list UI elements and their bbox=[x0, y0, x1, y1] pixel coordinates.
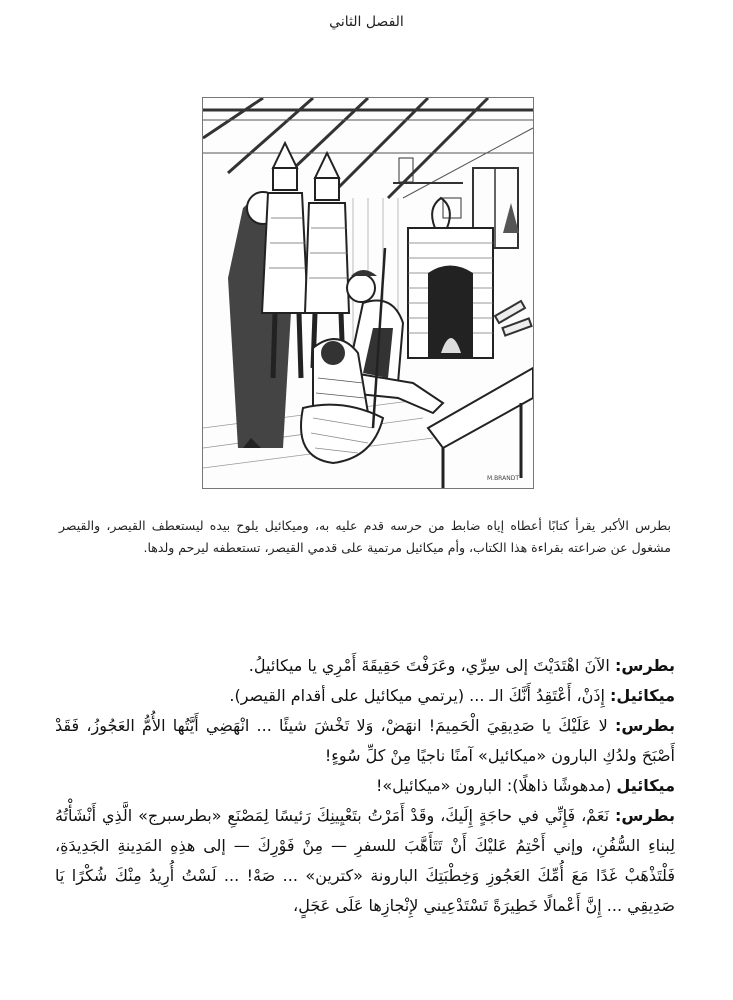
speaker-name: بطرس: bbox=[614, 656, 675, 675]
dialogue-line bbox=[55, 771, 675, 801]
dialogue-line bbox=[55, 681, 675, 711]
dialogue-text: (مدهوشًا ذاهلًا): البارون «ميكائيل»! bbox=[375, 776, 617, 795]
illustration bbox=[202, 97, 534, 489]
artist-signature: M.BRANDT bbox=[486, 475, 520, 482]
dialogue-text: نَعَمْ، فَإِنِّي في حاجَةٍ إِلَيكَ، وقَدْ أَمَرْتُ بتَعْيِينِكَ رَئيسًا لِمَصْنَعِ «بطرسبرج» الَّذِي أَنْشَأْتُهُ لِبناءِ السُّفُنِ، وإني أَحْتِمُ عَليْكَ أَنْ تَتَأَهَّبَ للسفرِ — مِنْ فَوْرِكَ — إلى هذِهِ المَدِينةِ الجَدِيدَةِ، فَلْتَذْهَبْ غَدًا مَعَ أُمِّكَ العَجُوزِ وَخِطْبَتِكَ البارونة «كترين» ... صَهْ! ... لَسْتُ أُرِيدُ مِنْكَ شُكْرًا يَا صَدِيقِي ... إِنَّ أَعْمالًا خَطِيرَةً تَسْتَدْعِيني لإِنْجازِها عَلَى عَجَلٍ، bbox=[55, 806, 675, 915]
speaker-name: ميكائيل: bbox=[610, 686, 675, 705]
caption-text: بطرس الأكبر يقرأ كتابًا أعطاه إياه ضابط من حرسه قدم عليه به، وميكائيل يلوح بيده ليستعطف القيصر، والقيصر مشغول عن ضراعته بقراءة هذا الكتاب، وأم ميكائيل مرتمية على قدمي القيصر، تستعطفه ليرحم ولدها. bbox=[59, 518, 671, 555]
dialogue bbox=[55, 651, 675, 921]
dialogue-text: إِذَنْ، أَعْتَقِدُ أَنَّكَ الـ ... (يرتمي ميكائيل على أقدام القيصر). bbox=[229, 686, 611, 705]
speaker-name: ميكائيل bbox=[616, 776, 675, 795]
speaker-name: بطرس: bbox=[614, 806, 675, 825]
illustration-caption bbox=[59, 515, 671, 559]
dialogue-line bbox=[55, 651, 675, 681]
illustration-drawing bbox=[203, 98, 533, 488]
dialogue-line bbox=[55, 711, 675, 771]
dialogue-line bbox=[55, 801, 675, 921]
dialogue-text: لا عَلَيْكَ يا صَدِيقِيَ الْحَمِيمَ! انهَضْ، وَلا تَخْشَ شيئًا ... انْهَضِي أَيَّتُها الأُمُّ العَجُوزُ، فَقَدْ أَصْبَحَ ولدُكِ البارون «ميكائيل» آمنًا ناجيًا مِنْ كلِّ سُوءٍ! bbox=[55, 716, 675, 765]
chapter-title: الفصل الثاني bbox=[329, 14, 404, 30]
speaker-name: بطرس: bbox=[614, 716, 675, 735]
dialogue-text: الآنَ اهْتَدَيْتَ إلى سِرِّي، وعَرَفْتَ حَقِيقَةَ أَمْرِي يا ميكائيلُ. bbox=[248, 656, 615, 675]
